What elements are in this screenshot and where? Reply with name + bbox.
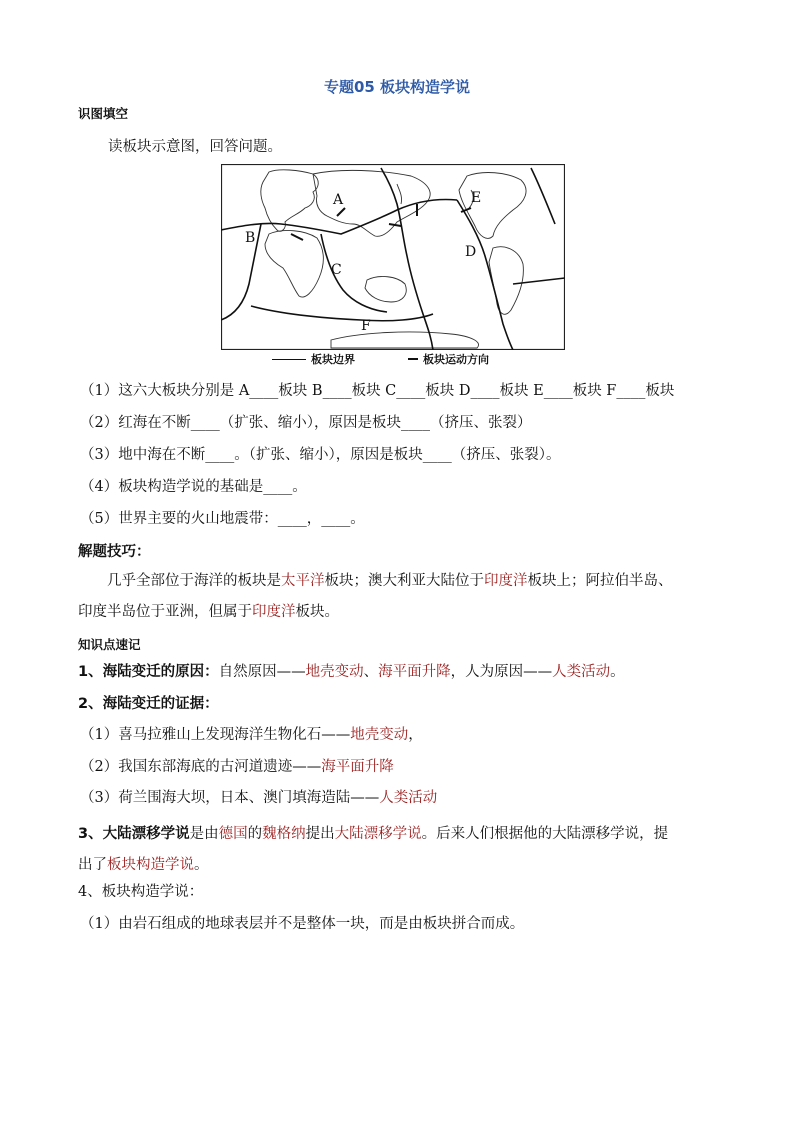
k1-heading: 1、海陆变迁的原因： [78, 664, 219, 680]
k1-highlight-human: 人类活动 [552, 664, 611, 680]
label-b: B [245, 230, 256, 246]
label-f: F [361, 318, 371, 334]
label-a: A [333, 192, 344, 208]
question-2: （2）红海在不断____（扩张、缩小），原因是板块____（挤压、张裂） [80, 415, 532, 431]
knowledge-3-line1: 3、大陆漂移学说是由德国的魏格纳提出大陆漂移学说。后来人们根据他的大陆漂移学说，提 [78, 826, 669, 842]
tips-text-3: 板块上；阿拉伯半岛、 [527, 573, 673, 589]
legend-boundary [272, 351, 355, 367]
legend-boundary-label: 板块边界 [311, 353, 355, 366]
knowledge-2-1: （1）喜马拉雅山上发现海洋生物化石——地壳变动， [80, 727, 423, 743]
tips-paragraph-line2 [78, 597, 718, 628]
k3-highlight-wegener: 魏格纳 [262, 826, 306, 842]
tips-heading: 解题技巧： [78, 544, 151, 560]
knowledge-heading: 知识点速记 [78, 637, 141, 652]
knowledge-2-3: （3）荷兰围海大坝，日本、澳门填海造陆——人类活动 [80, 790, 438, 806]
knowledge-1: 1、海陆变迁的原因：自然原因——地壳变动、海平面升降，人为原因——人类活动。 [78, 664, 625, 680]
question-3: （3）地中海在不断____。（扩张、缩小），原因是板块____（挤压、张裂）。 [80, 447, 561, 463]
legend-line-swatch [272, 359, 306, 360]
knowledge-4-heading: 4、板块构造学说： [78, 884, 204, 900]
tips-text-5: 板块。 [295, 604, 339, 620]
k2-1-highlight: 地壳变动 [350, 727, 409, 743]
knowledge-2-2: （2）我国东部海底的古河道遗迹——海平面升降 [80, 759, 394, 775]
question-1: （1）这六大板块分别是 A____板块 B____板块 C____板块 D____板块 E____板块 F____板块 [80, 383, 675, 399]
tips-paragraph [78, 566, 718, 597]
page-title: 专题05 板块构造学说 [323, 78, 471, 96]
tips-highlight-pacific: 太平洋 [281, 573, 325, 589]
tips-text-4: 印度半岛位于亚洲，但属于 [78, 604, 252, 620]
question-4: （4）板块构造学说的基础是____。 [80, 479, 307, 495]
knowledge-4-1: （1）由岩石组成的地球表层并不是整体一块，而是由板块拼合而成。 [80, 916, 525, 932]
question-5: （5）世界主要的火山地震带：____，____。 [80, 511, 365, 527]
knowledge-3-line2: 出了板块构造学说。 [78, 857, 209, 873]
knowledge-2-heading: 2、海陆变迁的证据： [78, 696, 219, 712]
k1-highlight-crust: 地壳变动 [305, 664, 364, 680]
k1-highlight-sea-level: 海平面升降 [378, 664, 451, 680]
k3-highlight-drift: 大陆漂移学说 [334, 826, 422, 842]
label-c: C [331, 262, 342, 278]
tips-text-1: 几乎全部位于海洋的板块是 [107, 573, 281, 589]
plate-map [221, 164, 565, 350]
label-d: D [465, 244, 477, 260]
label-e: E [471, 190, 482, 206]
k3-highlight-germany: 德国 [218, 826, 248, 842]
legend-direction [408, 351, 489, 367]
tips-highlight-indian-2: 印度洋 [252, 604, 296, 620]
k3-heading: 3、大陆漂移学说 [78, 826, 190, 842]
intro-text: 读板块示意图，回答问题。 [108, 139, 282, 155]
section-heading-map: 识图填空 [78, 106, 129, 121]
tips-text-2: 板块；澳大利亚大陆位于 [324, 573, 484, 589]
legend-direction-label: 板块运动方向 [423, 353, 489, 366]
k3-highlight-plate-tectonics: 板块构造学说 [107, 857, 194, 873]
legend-arrow-swatch [408, 358, 418, 360]
k2-3-highlight: 人类活动 [379, 790, 438, 806]
tips-highlight-indian-1: 印度洋 [484, 573, 528, 589]
k2-2-highlight: 海平面升降 [321, 759, 394, 775]
